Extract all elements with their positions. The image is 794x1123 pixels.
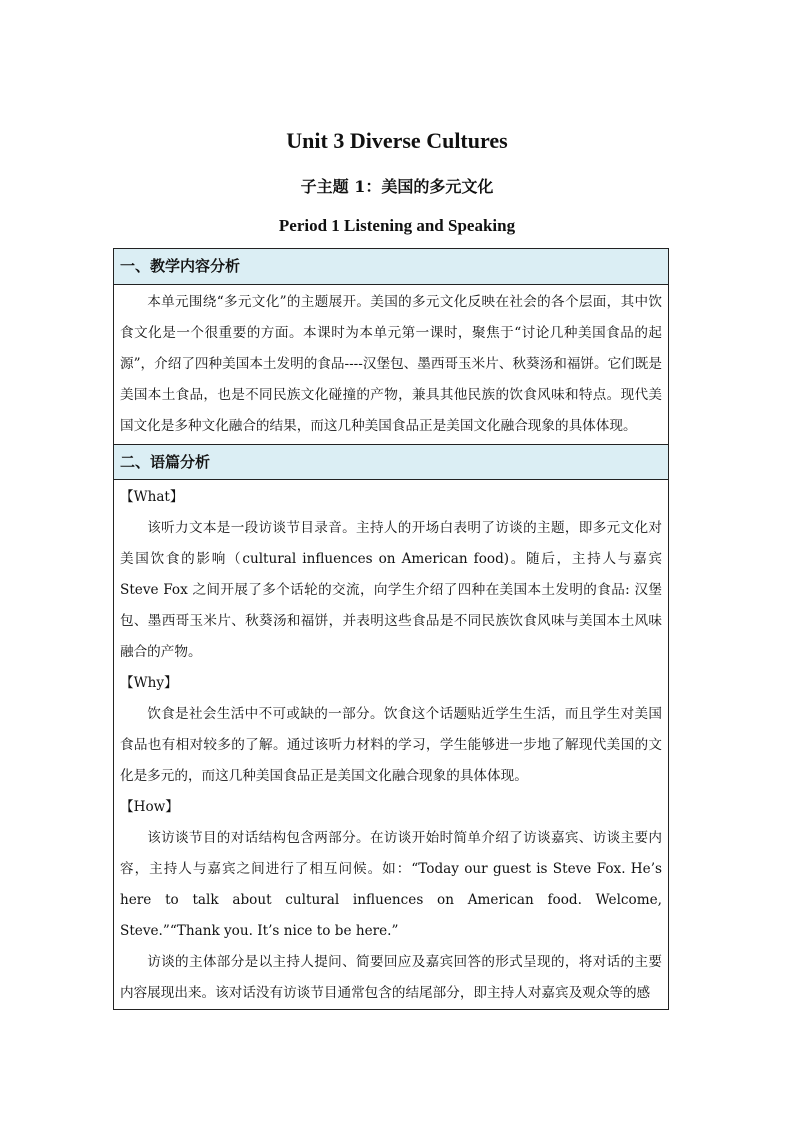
what-label: 【What】 <box>120 489 184 505</box>
section-heading-text-analysis: 二、语篇分析 <box>114 444 668 480</box>
content-analysis-paragraph: 本单元围绕“多元文化”的主题展开。美国的多元文化反映在社会的各个层面，其中饮食文化是一个很重要的方面。本课时为本单元第一课时，聚焦于“讨论几种美国食品的起源”，介绍了四种美国本土发明的食品----汉堡包、墨西哥玉米片、秋葵汤和福饼。它们既是美国本土食品，也是不同民族文化碰撞的产物，兼具其他民族的饮食风味和特点。现代美国文化是多种文化融合的结果，而这几种美国食品正是美国文化融合现象的具体体现。 <box>120 294 662 434</box>
section-body-text-analysis <box>114 480 668 1010</box>
what-paragraph: 该听力文本是一段访谈节目录音。主持人的开场白表明了访谈的主题，即多元文化对美国饮食的影响（cultural influences on American food)。随后，主持人与嘉宾 Steve Fox 之间开展了多个话轮的交流，向学生介绍了四种在美国本土发明的食品: 汉堡包、墨西哥玉米片、秋葵汤和福饼，并表明这些食品是不同民族饮食风味与美国本土风味融合的产物。 <box>120 520 662 660</box>
why-paragraph: 饮食是社会生活中不可或缺的一部分。饮食这个话题贴近学生生活，而且学生对美国食品也有相对较多的了解。通过该听力材料的学习，学生能够进一步地了解现代美国的文化是多元的，而这几种美国食品正是美国文化融合现象的具体体现。 <box>120 706 662 784</box>
document-title: Unit 3 Diverse Cultures <box>286 128 508 153</box>
document-subtitle: 子主题 1：美国的多元文化 <box>300 177 494 196</box>
section-body-content-analysis <box>114 285 668 444</box>
how-paragraph-1: 该访谈节目的对话结构包含两部分。在访谈开始时简单介绍了访谈嘉宾、访谈主要内容，主持人与嘉宾之间进行了相互问候。如：“Today our guest is Steve Fox. He’s here to talk about cultural influences on American food. Welcome, Steve.”“Thank you. It’s nice to be here.” <box>120 830 662 939</box>
section-heading-content-analysis: 一、教学内容分析 <box>114 249 668 285</box>
how-label: 【How】 <box>120 799 179 815</box>
why-label: 【Why】 <box>120 675 178 691</box>
how-paragraph-2: 访谈的主体部分是以主持人提问、简要回应及嘉宾回答的形式呈现的，将对话的主要内容展现出来。该对话没有访谈节目通常包含的结尾部分，即主持人对嘉宾及观众等的感 <box>120 954 662 1001</box>
content-table <box>113 248 669 1010</box>
period-title: Period 1 Listening and Speaking <box>278 216 516 235</box>
